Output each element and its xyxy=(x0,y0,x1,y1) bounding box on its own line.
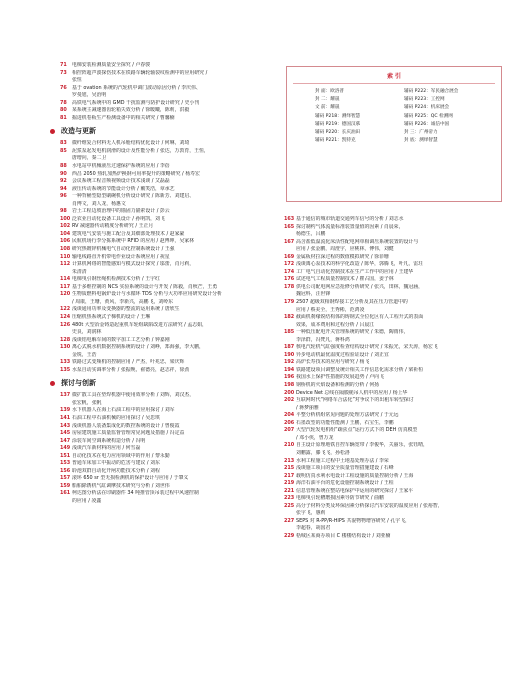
toc-entry xyxy=(284,299,502,307)
article-title-continued: 刘鹏露，滕飞飞，孙松洛 xyxy=(296,449,350,456)
page-number: 219 xyxy=(284,480,295,487)
toc-entry xyxy=(284,533,502,541)
article-title-continued: 魏冠科，汪世锋 xyxy=(296,291,331,298)
page-number: 139 xyxy=(60,407,71,414)
toc-entry xyxy=(60,423,278,431)
article-title: 一种背桶型隐型刷碗机分析设计研究 / 陈新芳、刘建启、 xyxy=(72,193,195,200)
toc-entry xyxy=(60,238,278,246)
article-title: 金属板材拉深过程的数值模拟研究 / 徐菲珊 xyxy=(296,253,389,260)
article-title-continued: 张宏帆，张帆 xyxy=(72,399,102,406)
toc-entry xyxy=(284,480,502,488)
toc-entry xyxy=(60,178,278,186)
article-title: 铁路建设项目调整及统计相关工作信息化需求分析 / 梁祈桓 xyxy=(296,366,424,373)
article-title-continued: 史良，刘润林 xyxy=(72,329,102,336)
article-title: 自动化技术在电力应用领域中的作用 / 黎永勤 xyxy=(72,452,170,459)
index-row xyxy=(287,129,501,137)
section-title: 探讨与创新 xyxy=(61,379,96,388)
toc-entry xyxy=(60,148,278,156)
article-title: 泛农业自动化设备工具设计 / 孙明凯，刘飞 xyxy=(72,215,165,222)
index-cell: 辅码 P223：工控网 xyxy=(404,97,445,103)
index-box xyxy=(286,66,502,202)
toc-entry xyxy=(60,359,278,367)
toc-entry xyxy=(284,261,502,269)
section-heading xyxy=(50,378,278,388)
article-title: 石墨改型的功能性能测 / 王鹏，石宝生，李鹏 xyxy=(296,419,394,426)
page-number: 147 xyxy=(60,437,71,444)
page-number: 90 xyxy=(60,170,67,177)
page-number: 179 xyxy=(284,299,295,306)
index-row xyxy=(287,96,501,104)
page-number: 156 xyxy=(60,467,71,474)
index-rows xyxy=(287,88,501,145)
page-number: 157 xyxy=(60,475,71,482)
article-title: 栝城区某商办项目 C 楼楼结构设计 / 刘亚楠 xyxy=(296,532,391,539)
article-title: RV 减速器传动精度分析研究 / 王正月 xyxy=(72,223,154,230)
left-column xyxy=(60,62,278,506)
toc-entry xyxy=(284,458,502,466)
page-number: 112 xyxy=(60,261,71,268)
page-number: 76 xyxy=(60,84,67,91)
article-title: 掘进机卷板生产检测设备中的相关研究 / 曹馨楠 xyxy=(72,114,175,121)
article-title: 核电汽轮机气缸强度检查结构设计研究 / 朱振光，宋天涛，杨宏飞 xyxy=(296,344,438,351)
page-number: 114 xyxy=(60,276,71,283)
page-number: 153 xyxy=(60,460,71,467)
toc-entry xyxy=(60,100,278,108)
page-number: 71 xyxy=(60,62,67,68)
page-number: 143 xyxy=(60,422,71,429)
toc-entry xyxy=(60,367,278,375)
toc-entry xyxy=(60,322,278,330)
page-number: 130 xyxy=(60,344,71,351)
page-number: 128 xyxy=(60,336,71,343)
page-number: 210 xyxy=(284,442,295,449)
page-number: 194 xyxy=(284,366,295,373)
article-title: 建筑电气安装与施工配合及其细部处理技术 / 赵家豪 xyxy=(72,230,185,237)
page-number: 182 xyxy=(284,314,295,321)
index-cell: 辅码 P219：德国汉慕 xyxy=(315,121,361,127)
article-title: 压缩机热系统式子梯机的设计 / 王琳 xyxy=(72,313,151,320)
article-title-continued: 张恒 xyxy=(72,77,82,84)
page-number: 192 xyxy=(284,359,295,366)
toc-entry xyxy=(60,306,278,314)
article-title: 微扩散工具在垫焊机器中使用效率分析 / 刘辉，刘汉杰， xyxy=(72,392,195,399)
toc-entry xyxy=(60,483,278,491)
bullet-icon xyxy=(50,129,55,134)
page-number: 185 xyxy=(284,329,295,336)
article-title-continued: 效果，成本费用和过程分析 / 吕晨江 xyxy=(296,321,375,328)
index-cell: 辅码 P225：QC 检测网 xyxy=(404,113,453,119)
toc-entry xyxy=(284,473,502,481)
toc-entry xyxy=(284,367,502,375)
toc-entry xyxy=(284,269,502,277)
toc-entry xyxy=(60,107,278,115)
article-title-continued: 唐增向，秦二卫 xyxy=(72,155,107,162)
toc-entry xyxy=(60,407,278,415)
page-number: 98 xyxy=(60,208,67,215)
article-title-continued: / 邓小侠，曾万龙 xyxy=(296,434,334,441)
article-title-continued: / 周康，王珊，黄风，李新兴，高鹏飞，刘岭东 xyxy=(72,298,174,305)
index-cell: 辅码 P218：测绎智慧 xyxy=(315,113,361,119)
page-number: 106 xyxy=(60,238,71,245)
toc-entry xyxy=(60,231,278,239)
page-number: 200 xyxy=(284,389,295,396)
article-title-continued: 应用 / 张金鹏，周澄宇，应桃林，傅伟，刘健 xyxy=(296,246,394,253)
toc-entry xyxy=(60,438,278,446)
toc-entry xyxy=(60,314,278,322)
article-title: 浅谈铝电解车间的数字加工工艺分析 / 钟嘉刚 xyxy=(72,336,170,343)
article-title: 生物质燃料电锅炉设计与水循环 TDS 分析与大功率应用研究设计分析 xyxy=(72,291,222,298)
article-title: 船舶除锈机气缸调摩技术研究与分析 / 刘世伟 xyxy=(72,482,170,489)
page-number: 126 xyxy=(60,321,71,328)
article-title-continued: 杨德生，吕鹏 xyxy=(296,231,326,238)
index-cell: 辅码 P222：军民融合展会 xyxy=(404,89,459,94)
toc-entry xyxy=(284,518,502,526)
article-title: 浅谈汽车新材料的应用 / 何雪磊 xyxy=(72,445,141,452)
article-title: 水泵自动实调率分析 / 张振晚，翟德亮，赵志祥，徐劲 xyxy=(72,366,190,373)
toc-entry xyxy=(60,140,278,148)
toc-entry xyxy=(284,216,502,224)
right-column xyxy=(284,216,502,541)
article-title: 平整分析机组常见问题的处理方法研究 / 于元远 xyxy=(296,412,399,419)
page-number: 145 xyxy=(60,430,71,437)
toc-entry xyxy=(284,397,502,405)
article-title: 浅谈通用功率及变换器的整流的运用系统 / 唐欣生 xyxy=(72,306,180,313)
page-number: 198 xyxy=(284,382,295,389)
toc-entry xyxy=(284,390,502,398)
toc-entry xyxy=(60,415,278,423)
article-title: 普通车床加工中振动的危害与建议 / 刘东 xyxy=(72,460,160,467)
article-title: 会议系统工程音频视频设计技术浅谈 / 艾磊磊 xyxy=(72,178,170,185)
article-title: 高含盐低温流化床活性配电网单相调压系统装置的设计与 xyxy=(296,238,419,245)
article-title: 一种低压配电开关管理系统的研究 / 朱德，陶雨伟， xyxy=(296,329,409,336)
toc-entry xyxy=(60,468,278,476)
index-row xyxy=(287,104,501,112)
toc-entry xyxy=(60,460,278,468)
toc-entry xyxy=(284,329,502,337)
section-title: 改造与更新 xyxy=(61,127,96,136)
article-title-continued: 的应用 / 凌鑫 xyxy=(72,497,102,504)
toc-entry xyxy=(60,70,278,78)
index-cell: 辅码 P224：机床展会 xyxy=(404,105,450,111)
article-title: 水电站中机械液压过速保护系统的应用 / 李蓓 xyxy=(72,163,170,170)
toc-entry xyxy=(284,488,502,496)
toc-entry xyxy=(284,503,502,511)
toc-entry xyxy=(60,490,278,498)
article-title: 海洋石油平台的危化设施控制系统设计 / 王程 xyxy=(296,480,394,487)
page-number: 100 xyxy=(60,215,71,222)
toc-entry xyxy=(60,193,278,201)
bullet-icon xyxy=(50,381,55,386)
page-number: 187 xyxy=(284,344,295,351)
article-title: 泥浆泵起发电机润滑的设计及性能分析 / 张达，万敦育，王恒， xyxy=(72,147,209,154)
article-title-continued: 金锐，王浩 xyxy=(72,351,97,358)
toc-entry xyxy=(284,352,502,360)
page-number: 221 xyxy=(284,487,295,494)
toc-entry xyxy=(60,223,278,231)
toc-entry xyxy=(60,284,278,292)
article-title-continued: 李泽群，冯梵凡，蒋科鸿 xyxy=(296,336,350,343)
article-title: 房屋建筑施工质量监督管理常见问题及措施 / 冯定益 xyxy=(72,430,185,437)
toc-entry xyxy=(60,344,278,352)
page-number: 120 xyxy=(60,291,71,298)
toc-entry xyxy=(60,392,278,400)
toc-entry xyxy=(60,208,278,216)
article-title: 480t 大型冶金铸造起重机车轮组缺陷改进方法研究 / 孟志娟， xyxy=(72,321,207,328)
page-number: 88 xyxy=(60,163,67,170)
page-number: 80 xyxy=(60,107,67,114)
page-number: 174 xyxy=(284,268,295,275)
article-title: 自主设计原理地铁自控车辆宽带 / 李俊华，关丽乐，张钰晴， xyxy=(296,442,428,449)
page-number: 133 xyxy=(60,359,71,366)
article-title: 载明仿真水利水电设计工程设施的质量控制分析 / 王海 xyxy=(296,472,414,479)
toc-entry xyxy=(60,254,278,262)
toc-entry xyxy=(60,171,278,179)
toc-entry xyxy=(284,254,502,262)
article-title: 基于多维控制的 NCS 实验系统的设计与开发 / 陈毅，肖秋芒，王勇 xyxy=(72,283,218,290)
page-number: 96 xyxy=(60,193,67,200)
toc-entry xyxy=(60,475,278,483)
page-number: 196 xyxy=(284,374,295,381)
page-number: 83 xyxy=(60,140,67,147)
article-title: 浅谈机器人装备集成化的数控系统的设计 / 曾俊霞 xyxy=(72,422,180,429)
page-number: 73 xyxy=(60,69,67,76)
page-number: 159 xyxy=(60,482,71,489)
article-title: 计算机网络的智能感知与模式设计探究 / 邬蕾，肖月莉， xyxy=(72,261,195,268)
page-number: 135 xyxy=(60,366,71,373)
toc-entry xyxy=(284,442,502,450)
article-title: 大型汽轮发电机组“疏弦点”运行方式下的 DEH 仿真模型 xyxy=(296,427,418,434)
article-title-continued: / 蒋梦丽雅 xyxy=(296,404,319,411)
page-number: 124 xyxy=(60,313,71,320)
page-number: 204 xyxy=(284,412,295,419)
toc-entry xyxy=(60,246,278,254)
article-title-continued: 罗曼旭，吴治明 xyxy=(72,92,107,99)
page-number: 81 xyxy=(60,114,67,121)
article-title-continued: 肖博文，刘人龙，杨惠文 xyxy=(72,200,126,207)
page-number: 161 xyxy=(60,490,71,497)
page-number: 117 xyxy=(60,283,71,290)
toc-entry xyxy=(284,382,502,390)
index-cell: 封 面：欧洛普 xyxy=(315,89,345,94)
page-number: 141 xyxy=(60,414,71,421)
article-title: 石油工程中石油机械的应用探讨 / 吴思琪 xyxy=(72,414,160,421)
article-title-continued: 张宇飞，惠莉 xyxy=(296,510,326,517)
article-title: 基于通信的城市轨道交通列车信号的分析 / 刘志水 xyxy=(296,216,404,222)
toc-entry xyxy=(60,85,278,93)
toc-entry xyxy=(60,445,278,453)
article-title: 电梯安装检测质量安全探究 / 卢春骏 xyxy=(72,62,151,68)
index-cell: 封 三：广州帝力 xyxy=(404,130,438,136)
article-title: 微纤维复合材料无人机吊舱结构优化设计 / 何琳，刘琦 xyxy=(72,140,190,147)
toc-entry xyxy=(60,337,278,345)
article-title: 互联网时代“网络车合法化”对争议下的出租车转型探讨 xyxy=(296,397,414,404)
page-number: 110 xyxy=(60,253,71,260)
article-title: 工厂电气自动化控制技术在生产工作中的应用 / 王建华 xyxy=(296,268,414,275)
article-title: 水下机器人在海上石油工程中的应用探讨 / 刘军 xyxy=(72,407,175,414)
article-title: Device Net 总线在隔膜桅吊人机中的应用 / 杨上华 xyxy=(296,389,408,396)
article-title: 异步电动机最优温度过程验证设计 / 刘正宜 xyxy=(296,351,389,358)
article-title: 液压传动系统的节能设计分析 / 戴笑浩，章承艺 xyxy=(72,185,175,192)
index-row xyxy=(287,137,501,145)
page-number: 227 xyxy=(284,517,295,524)
toc-entry xyxy=(284,344,502,352)
article-title: SEPS 对 R-PP/R-HIPS 共混物物增容研究 / 孔宇飞， xyxy=(296,517,410,524)
page-number: 178 xyxy=(284,283,295,290)
page-number: 149 xyxy=(60,445,71,452)
article-title: 信息管理系统在整站电保护中运用的研究探讨 / 王家平 xyxy=(296,487,414,494)
toc-entry xyxy=(60,216,278,224)
toc-entry xyxy=(60,115,278,123)
toc-entry xyxy=(284,239,502,247)
article-title: 探讨制约气体流量标准装置量值的因素 / 肖晨荣， xyxy=(296,223,404,230)
page-number: 94 xyxy=(60,185,67,192)
index-row xyxy=(287,88,501,96)
article-title: 试述电气工程质量控制技术 / 瞿占国，姜子林 xyxy=(296,276,394,283)
page-number: 172 xyxy=(284,261,295,268)
index-title: 索 引 xyxy=(386,73,402,80)
toc-entry xyxy=(284,224,502,232)
page-number: 217 xyxy=(284,472,295,479)
page-number: 104 xyxy=(60,230,71,237)
page-number: 229 xyxy=(284,532,295,539)
toc-entry xyxy=(284,495,502,503)
toc-entry xyxy=(284,284,502,292)
index-cell: 文 前：耀晟 xyxy=(315,105,340,111)
toc-entry xyxy=(60,261,278,269)
article-title: 浅谈施工项目的安全质量管理措施建设 / 石峰 xyxy=(296,465,394,472)
page-number: 102 xyxy=(60,223,71,230)
article-title: 铁路过式变频机的控制应用 / 严杰，叶兆忠，梁庆辉 xyxy=(72,359,185,366)
page-number: 163 xyxy=(284,216,295,222)
index-row xyxy=(287,121,501,129)
article-title: 水利工程施工过程中土地基处理办法 / 李荣 xyxy=(296,457,389,464)
article-title: 离心式脱水机数据控制系统的设计 / 刘峥，郑海强，李大鹏， xyxy=(72,344,204,351)
toc-entry xyxy=(60,291,278,299)
page-number: 165 xyxy=(284,223,295,230)
toc-entry xyxy=(284,276,502,284)
toc-entry xyxy=(284,420,502,428)
toc-entry xyxy=(60,163,278,171)
index-cell: 封 底：测绎智慧 xyxy=(404,138,438,144)
index-cell: 封 二：耀晟 xyxy=(315,97,340,103)
article-title: 滚环 650 sr 型无损检测机的保护设计与应用 / 于肇义 xyxy=(72,475,189,482)
article-title: 截面机刹缘锐结构体的铸钢式全位化区有人工程升式的表面 xyxy=(296,314,424,321)
article-title: 钢桥机的火焰设备和检测的分析 / 何扬 xyxy=(296,382,380,389)
toc-entry xyxy=(60,430,278,438)
article-title: 聆池双群自动化开闸功能技术分析 / 刘程 xyxy=(72,467,160,474)
toc-entry xyxy=(60,453,278,461)
page-number: 213 xyxy=(284,457,295,464)
article-title: 基于 ovation 系统的汽轮机中调门波动原因分析 / 李庆伟、 xyxy=(72,84,201,91)
article-title: 我国水上保护性措施的发展趋势 / 卢向飞 xyxy=(296,374,384,381)
toc-entry xyxy=(60,186,278,194)
page-number: 122 xyxy=(60,306,71,313)
article-title: 浅谈离心泵技术的科学化改造 / 陈华，郭腾飞，叶凡，雷玨 xyxy=(296,261,424,268)
page-number: 167 xyxy=(284,238,295,245)
article-title: 柯达图分析法在印刷器件 34 吨推管顶吊装过程中风速控制 xyxy=(72,490,199,497)
article-title: 高分子材料分类及环保因素分析探讨汽车安装的温度应用 / 张裕智， xyxy=(296,502,443,509)
article-title: 供电公司配电网应急抢修分析研究 / 张兴，田林，魏冠涵， xyxy=(296,283,424,290)
index-cell: 辅码 P221：凯特克 xyxy=(315,138,356,144)
toc-entry xyxy=(284,374,502,382)
page-number: 206 xyxy=(284,419,295,426)
article-title: 西昌 2050 热轧加热炉换钢可用率提升的策略研究 / 杨寿宏 xyxy=(72,170,200,177)
toc-entry xyxy=(284,359,502,367)
article-title-continued: 应用 / 蔡美全，王秀彬，范鸿凌 xyxy=(296,306,365,313)
toc-entry xyxy=(60,276,278,284)
page-number: 151 xyxy=(60,452,71,459)
article-title: 民航机场行李分拣系统中 RFID 的应用 / 赵博坤，吴家林 xyxy=(72,238,194,245)
article-title: 输电线路直升机带电作业设计系统应用 / 祝星 xyxy=(72,253,170,260)
article-title-continued: 李超春，胡国君 xyxy=(296,525,331,532)
page-number: 78 xyxy=(60,99,67,106)
index-cell: 辅码 P220：长庆油田 xyxy=(315,130,361,136)
article-title: 涂装车间空调系统构造分析 / 冯明 xyxy=(72,437,146,444)
page-number: 92 xyxy=(60,178,67,185)
toc-entry xyxy=(60,62,278,70)
page-number: 176 xyxy=(284,276,295,283)
page-number: 137 xyxy=(60,392,71,399)
article-title: 2507 超级双相钢焊接工艺分析及其在压力管道中的 xyxy=(296,299,408,306)
index-divider xyxy=(293,83,495,84)
page-number: 169 xyxy=(284,253,295,260)
index-cell: 辅码 P226：诚信中国 xyxy=(404,121,450,127)
article-title: 研究热镀锌机械电气自动化控制系统设计 / 王强 xyxy=(72,246,175,253)
article-title: 高铁电气系统中的 GMD 干扰监测与防护设计研究 / 史小刊 xyxy=(72,99,200,106)
page-number: 190 xyxy=(284,351,295,358)
toc-entry xyxy=(284,314,502,322)
page-number: 215 xyxy=(284,465,295,472)
article-title: 电梯曳引轮槽磨损因素导防节研究 / 曲鹏 xyxy=(296,495,384,502)
article-title-continued: 朱清清 xyxy=(72,268,87,275)
article-title: 某系统主减速器齿轮箱失效分析 / 徐暖曦，陈莉，洪毅 xyxy=(72,107,190,114)
page-number: 202 xyxy=(284,397,295,404)
toc-entry xyxy=(284,465,502,473)
index-row xyxy=(287,113,501,121)
article-title: 电梯曳引钢丝绳机检测技术分析 / 王宇红 xyxy=(72,276,160,283)
page-number: 225 xyxy=(284,502,295,509)
article-title: 相控阵超声波探伤技术在铁路车辆轮轴裂纹检测中的应用研究 / xyxy=(72,69,208,76)
article-title: 高炉长寿技术的应用与研究 / 杨飞 xyxy=(296,359,370,366)
toc-entry xyxy=(284,427,502,435)
article-title: 岩土工程边坡治理中的锚固力锚索设计 / 彭云 xyxy=(72,208,170,215)
page-number: 85 xyxy=(60,147,67,154)
page-number: 207 xyxy=(284,427,295,434)
page-number: 223 xyxy=(284,495,295,502)
page-number: 108 xyxy=(60,246,71,253)
toc-entry xyxy=(284,412,502,420)
section-heading xyxy=(50,126,278,136)
